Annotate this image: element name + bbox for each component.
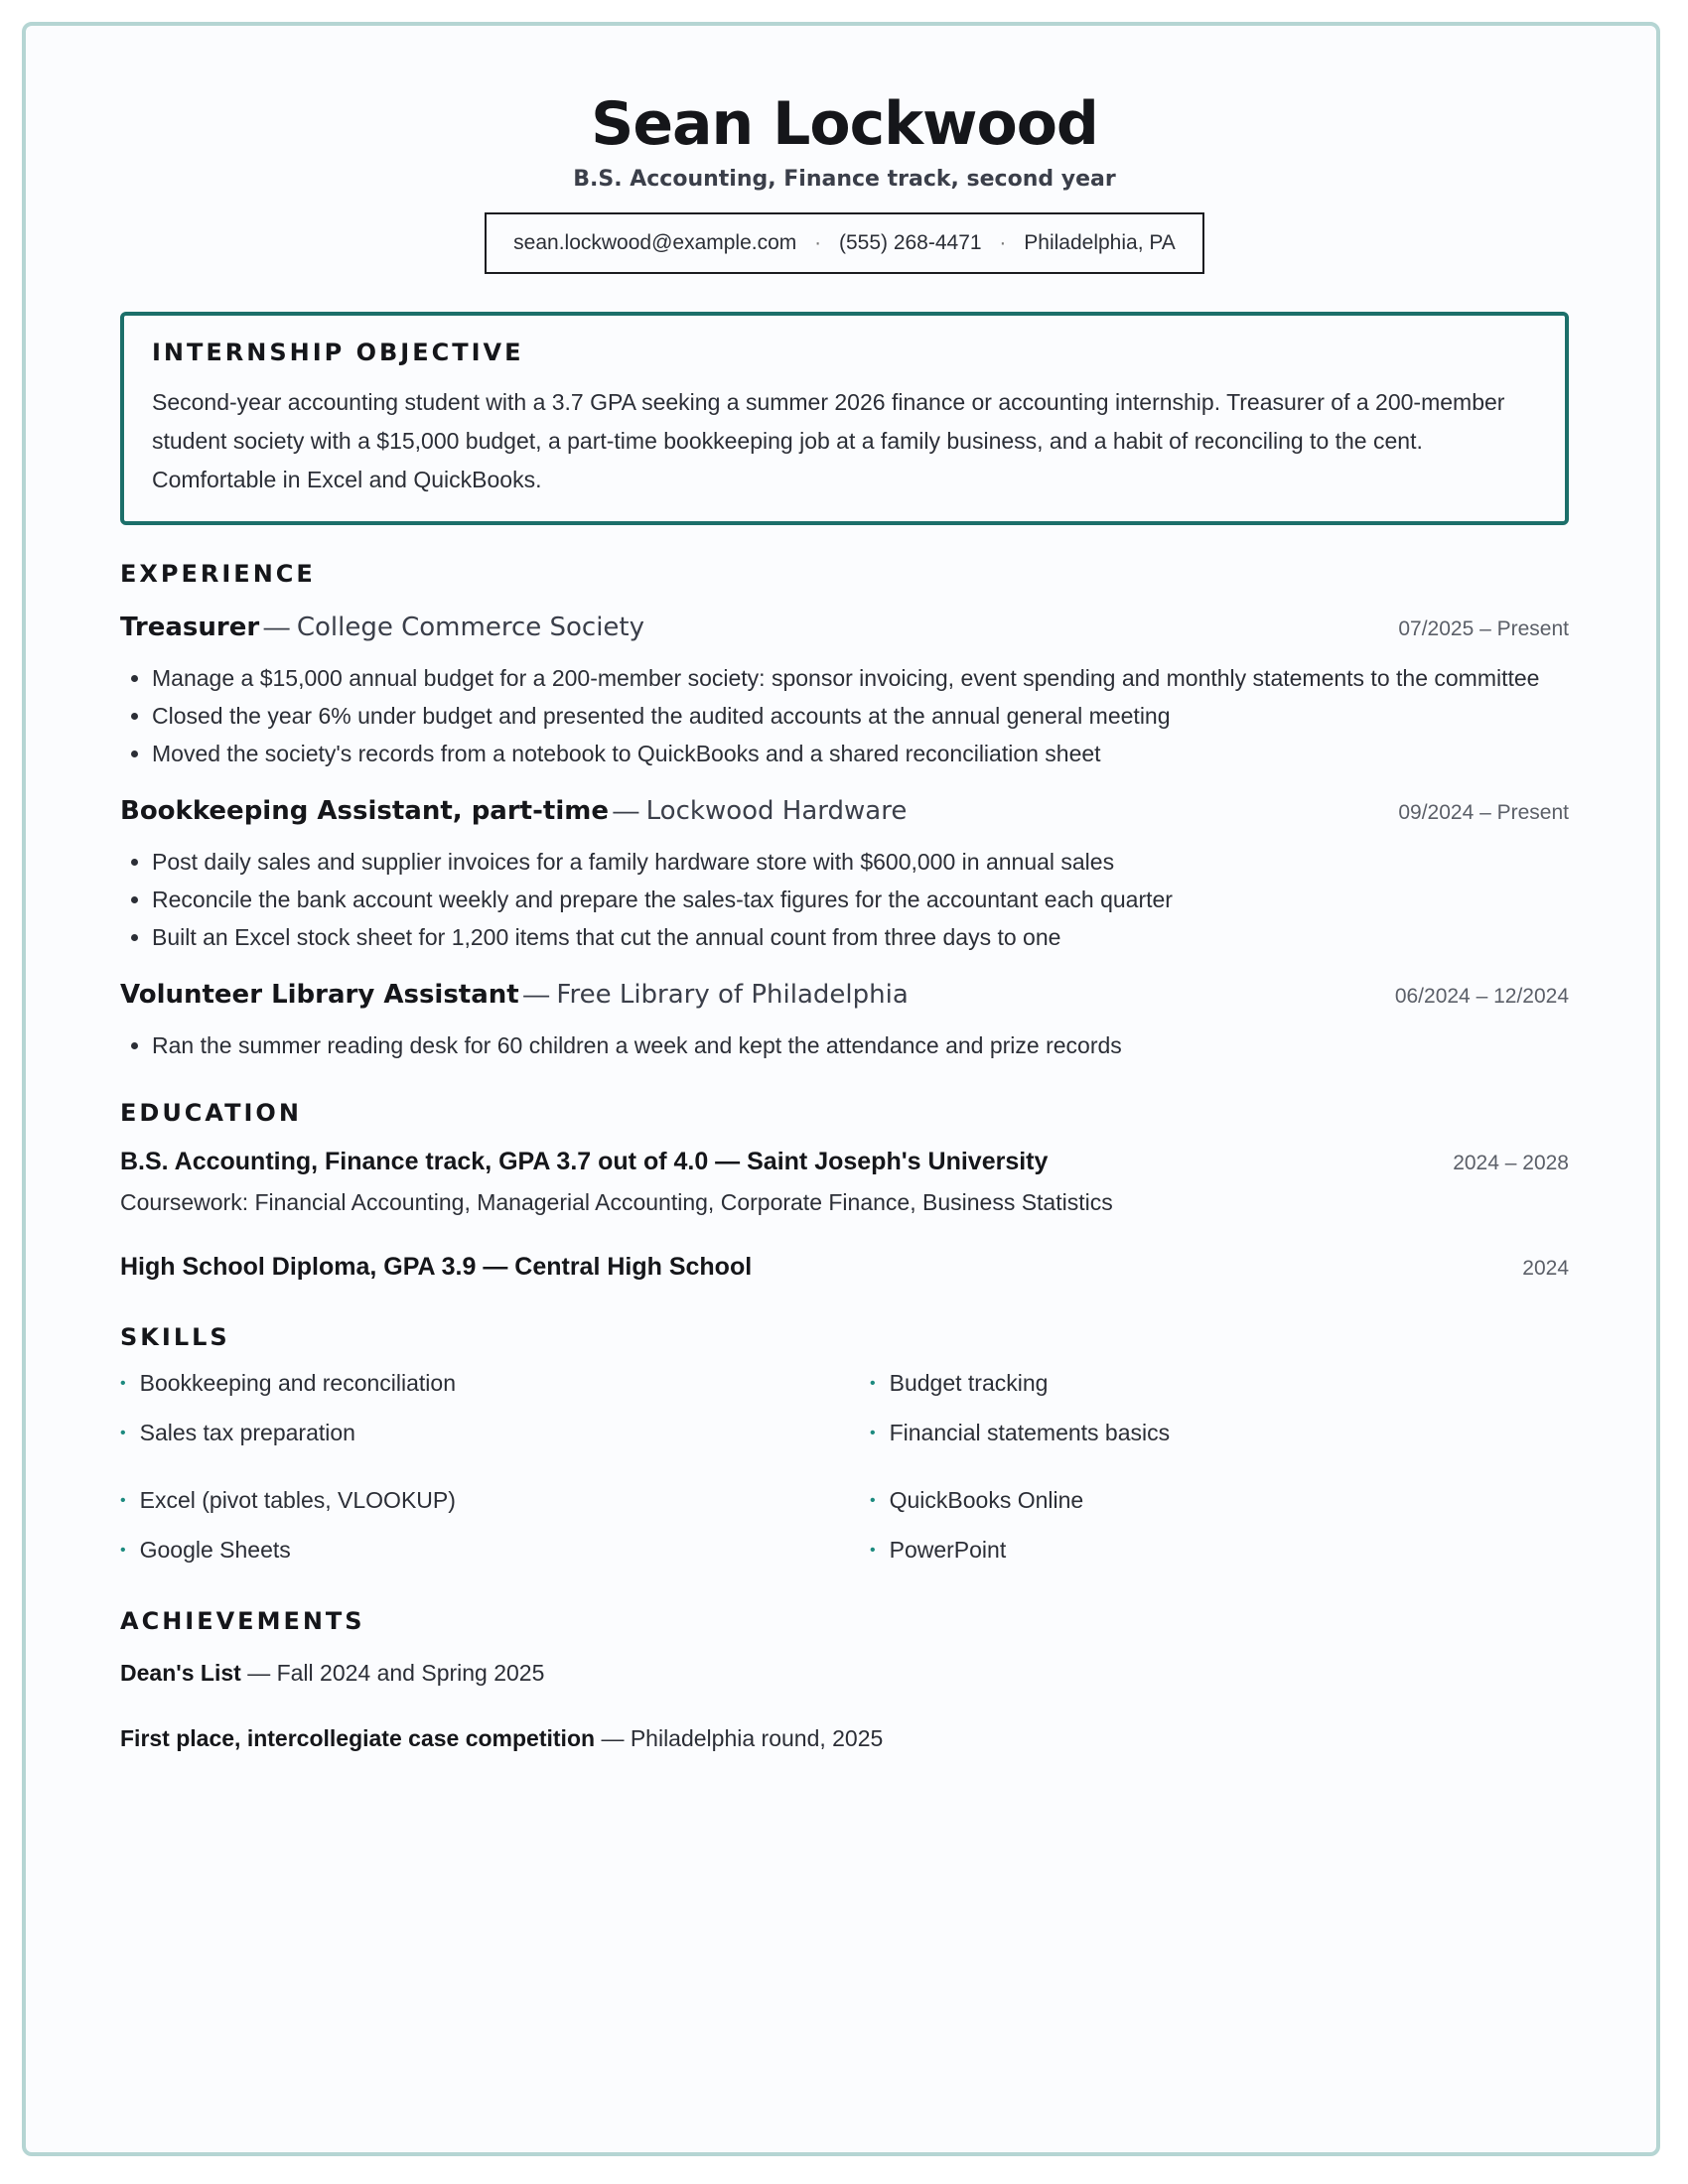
skill-item (120, 1481, 870, 1523)
job-role: Volunteer Library Assistant (120, 980, 519, 1010)
job-bullet: • Reconcile the bank account weekly and prepare the sales-tax figures for the accountant each quarter (152, 881, 1569, 918)
bullet-dot-icon: • (870, 1425, 876, 1441)
job-organization: College Commerce Society (296, 613, 645, 642)
skill-label: Sales tax preparation (139, 1420, 355, 1445)
dash-separator: — (263, 612, 290, 641)
job-dates: 07/2025 – Present (1398, 617, 1569, 640)
skill-item (120, 1364, 870, 1406)
education-degree: High School Diploma, GPA 3.9 — Central High School (120, 1253, 753, 1281)
job-bullet: • Moved the society's records from a notebook to QuickBooks and a shared reconciliation sheet (152, 735, 1569, 772)
job-entry (120, 974, 1569, 1064)
dash-separator: — (613, 795, 639, 825)
job-role: Treasurer (120, 613, 260, 642)
contact-box (485, 212, 1204, 274)
job-bullets (120, 659, 1569, 772)
education-title: EDUCATION (120, 1099, 302, 1127)
resume-content (120, 26, 1569, 1757)
education-dates: 2024 – 2028 (1453, 1152, 1569, 1174)
education-coursework: Coursework: Financial Accounting, Managerial Accounting, Corporate Finance, Business Statistics (120, 1189, 1113, 1215)
contact-separator: · (999, 231, 1007, 254)
contact-separator: · (814, 231, 822, 254)
candidate-name: Sean Lockwood (591, 89, 1098, 159)
job-bullet: • Ran the summer reading desk for 60 children a week and kept the attendance and prize records (152, 1026, 1569, 1064)
skills-title: SKILLS (120, 1323, 230, 1351)
job-entry (120, 607, 1569, 772)
contact-location: Philadelphia, PA (1024, 231, 1176, 254)
education-degree: B.S. Accounting, Finance track, GPA 3.7 out of 4.0 — Saint Joseph's University (120, 1148, 1049, 1175)
candidate-subtitle: B.S. Accounting, Finance track, second year (573, 167, 1116, 192)
education-entry (120, 1247, 1569, 1289)
achievement-detail: Fall 2024 and Spring 2025 (276, 1660, 545, 1686)
job-organization: Lockwood Hardware (645, 796, 908, 826)
skill-label: Google Sheets (139, 1537, 291, 1563)
job-header (120, 974, 1569, 1019)
skill-group (120, 1481, 1569, 1572)
dash-separator: — (601, 1725, 625, 1751)
job-role: Bookkeeping Assistant, part-time (120, 796, 609, 826)
job-bullet: • Built an Excel stock sheet for 1,200 items that cut the annual count from three days to one (152, 918, 1569, 956)
job-bullet: • Manage a $15,000 annual budget for a 200-member society: sponsor invoicing, event spending and monthly statements to the committee (152, 659, 1569, 697)
job-dates: 06/2024 – 12/2024 (1394, 985, 1569, 1008)
education-dates: 2024 (1522, 1257, 1569, 1280)
skill-item (870, 1481, 1569, 1523)
bullet-dot-icon: • (120, 1542, 126, 1559)
contact-phone[interactable]: (555) 268-4471 (838, 231, 982, 254)
job-header (120, 790, 1569, 835)
job-bullets (120, 843, 1569, 956)
job-entry (120, 790, 1569, 956)
skill-item (870, 1531, 1569, 1572)
resume-header (120, 89, 1569, 274)
bullet-dot-icon: • (120, 1425, 126, 1441)
contact-email[interactable]: sean.lockwood@example.com (513, 231, 797, 254)
skill-label: Financial statements basics (889, 1420, 1171, 1445)
resume-page (22, 22, 1660, 2156)
dash-separator: — (247, 1660, 271, 1686)
job-bullet: • Post daily sales and supplier invoices for a family hardware store with $600,000 in annual sales (152, 843, 1569, 881)
experience-title: EXPERIENCE (120, 560, 316, 588)
experience-section (120, 559, 1569, 1064)
skill-item (870, 1364, 1569, 1406)
skill-group (120, 1364, 1569, 1455)
education-entry (120, 1142, 1569, 1221)
skills-section (120, 1322, 1569, 1572)
bullet-dot-icon: • (870, 1542, 876, 1559)
job-header (120, 607, 1569, 651)
objective-text: Second-year accounting student with a 3.7 GPA seeking a summer 2026 finance or accounting internship. Treasurer of a 200-member student society with a $15,000 budget, a part-time bookkeeping job at a family business, and a habit of reconciling to the cent. Comfortable in Excel and QuickBooks. (152, 389, 1505, 492)
skill-item (120, 1531, 870, 1572)
achievement-item (120, 1719, 1569, 1757)
skills-list (120, 1364, 1569, 1572)
job-bullet: • Closed the year 6% under budget and presented the audited accounts at the annual general meeting (152, 697, 1569, 735)
skill-label: PowerPoint (889, 1537, 1007, 1563)
job-bullets (120, 1026, 1569, 1064)
objective-title: INTERNSHIP OBJECTIVE (152, 339, 524, 366)
objective-box (120, 312, 1569, 525)
achievements-title: ACHIEVEMENTS (120, 1607, 365, 1635)
skill-label: Bookkeeping and reconciliation (139, 1370, 456, 1396)
dash-separator: — (523, 979, 550, 1009)
job-dates: 09/2024 – Present (1398, 801, 1569, 824)
skill-label: Budget tracking (889, 1370, 1049, 1396)
skill-label: Excel (pivot tables, VLOOKUP) (139, 1487, 456, 1513)
bullet-dot-icon: • (120, 1492, 126, 1509)
education-header (120, 1142, 1569, 1183)
skill-item (870, 1414, 1569, 1455)
skill-item (120, 1414, 870, 1455)
achievements-section (120, 1606, 1569, 1757)
achievement-name: First place, intercollegiate case competition (120, 1725, 596, 1751)
education-section (120, 1098, 1569, 1289)
skill-label: QuickBooks Online (889, 1487, 1084, 1513)
achievement-detail: Philadelphia round, 2025 (630, 1725, 884, 1751)
achievement-item (120, 1654, 1569, 1692)
education-header (120, 1247, 1569, 1289)
job-organization: Free Library of Philadelphia (556, 980, 909, 1010)
bullet-dot-icon: • (870, 1492, 876, 1509)
bullet-dot-icon: • (870, 1375, 876, 1392)
bullet-dot-icon: • (120, 1375, 126, 1392)
achievement-name: Dean's List (120, 1660, 241, 1686)
